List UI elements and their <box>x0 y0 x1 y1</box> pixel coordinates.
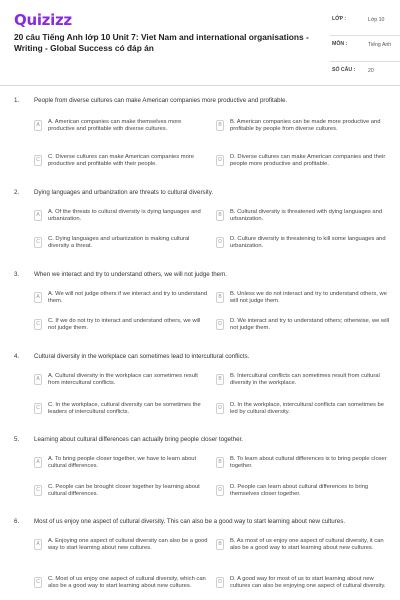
option-letter: A <box>34 292 42 303</box>
option-text: A. American companies can make themselves more productive and profitable with diverse cultures. <box>48 119 182 133</box>
question-number: 4. <box>14 353 20 360</box>
option-letter: B <box>216 292 224 303</box>
option-letter: B <box>216 457 224 468</box>
option-letter: C <box>34 485 42 496</box>
option-text: A. Of the threats to cultural diversity is dying languages and urbanization. <box>48 209 201 223</box>
option-text: D. Diverse cultures can make American companies and their people more productive and profitable. <box>230 154 386 168</box>
option-text: B. As most of us enjoy one aspect of cultural diversity, it can also be a good way to start learning about new cultures. <box>230 538 384 552</box>
meta-subject-label: MÔN : <box>332 41 348 47</box>
option-text: A. To bring people closer together, we have to learn about cultural differences. <box>48 456 197 470</box>
meta-divider <box>330 61 400 62</box>
meta-count-label: SỐ CÂU : <box>332 67 356 73</box>
meta-count-value: 20 <box>368 68 374 74</box>
option-letter: B <box>216 374 224 385</box>
option-letter: A <box>34 120 42 131</box>
question-text: Dying languages and urbanization are threats to cultural diversity. <box>34 189 214 196</box>
option-letter: A <box>34 457 42 468</box>
option-letter: D <box>216 155 224 166</box>
question-text: People from diverse cultures can make American companies more productive and profitable. <box>34 97 288 104</box>
question-number: 2. <box>14 189 20 196</box>
worksheet-header <box>0 0 400 86</box>
option-text: D. In the workplace, intercultural conflicts can sometimes be led by cultural diversity. <box>230 402 385 416</box>
option-letter: C <box>34 577 42 588</box>
option-letter: D <box>216 403 224 414</box>
option-letter: B <box>216 210 224 221</box>
option-letter: D <box>216 485 224 496</box>
option-text: C. Diverse cultures can make American companies more productive and profitable with their people. <box>48 154 194 168</box>
question-text: When we interact and try to understand others, we will not judge them. <box>34 271 227 278</box>
option-letter: C <box>34 319 42 330</box>
option-letter: C <box>34 237 42 248</box>
question-number: 3. <box>14 271 20 278</box>
page-title: 20 câu Tiếng Anh lớp 10 Unit 7: Viet Nam and international organisations - Writing - Global Success có đáp án <box>14 32 309 53</box>
option-letter: D <box>216 319 224 330</box>
option-text: B. To learn about cultural differences is to bring people closer together. <box>230 456 387 470</box>
option-text: C. If we do not try to interact and understand others, we will not judge them. <box>48 318 201 332</box>
question-number: 6. <box>14 518 20 525</box>
option-text: B. American companies can be made more productive and profitable by people from diverse cultures. <box>230 119 381 133</box>
option-letter: A <box>34 210 42 221</box>
option-text: C. In the workplace, cultural diversity can be sometimes the leaders of intercultural conflicts. <box>48 402 201 416</box>
option-text: C. Dying languages and urbanization is making cultural diversity a threat. <box>48 236 190 250</box>
quizizz-logo: Quizizz <box>14 11 72 29</box>
option-text: D. Culture diversity is threatening to kill some languages and urbanization. <box>230 236 386 250</box>
option-text: D. We interact and try to understand others; otherwise, we will not judge them. <box>230 318 390 332</box>
option-text: C. People can be brought closer together by learning about cultural differences. <box>48 484 200 498</box>
meta-class-value: Lớp 10 <box>368 17 385 23</box>
option-text: B. Unless we do not interact and try to understand others, we will not judge them. <box>230 291 387 305</box>
option-letter: A <box>34 374 42 385</box>
question-text: Cultural diversity in the workplace can sometimes lead to intercultural conflicts. <box>34 353 250 360</box>
option-letter: B <box>216 539 224 550</box>
option-letter: D <box>216 577 224 588</box>
option-letter: A <box>34 539 42 550</box>
option-text: B. Cultural diversity is threatened with dying languages and urbanization. <box>230 209 383 223</box>
option-text: A. We will not judge others if we interact and try to understand them. <box>48 291 208 305</box>
meta-class-label: LỚP : <box>332 16 347 22</box>
question-text: Most of us enjoy one aspect of cultural diversity. This can also be a good way to start learning about new cultures. <box>34 518 346 525</box>
option-text: B. Intercultural conflicts can sometimes result from cultural diversity in the workplace. <box>230 373 380 387</box>
meta-divider <box>330 35 400 36</box>
option-text: A. Enjoying one aspect of cultural diversity can also be a good way to start learning about new cultures. <box>48 538 208 552</box>
option-letter: C <box>34 403 42 414</box>
option-text: D. A good way for most of us to start learning about new cultures can also be enjoying one aspect of cultural diversity. <box>230 576 386 590</box>
option-text: D. People can learn about cultural differences to bring themselves closer together. <box>230 484 369 498</box>
option-letter: D <box>216 237 224 248</box>
question-number: 5. <box>14 436 20 443</box>
question-text: Learning about cultural differences can actually bring people closer together. <box>34 436 244 443</box>
option-text: C. Most of us enjoy one aspect of cultural diversity, which can also be a good way to start learning about new cultures. <box>48 576 206 590</box>
option-text: A. Cultural diversity in the workplace can sometimes result from intercultural conflicts. <box>48 373 198 387</box>
option-letter: C <box>34 155 42 166</box>
meta-subject-value: Tiếng Anh <box>368 42 392 48</box>
option-letter: B <box>216 120 224 131</box>
question-number: 1. <box>14 97 20 104</box>
